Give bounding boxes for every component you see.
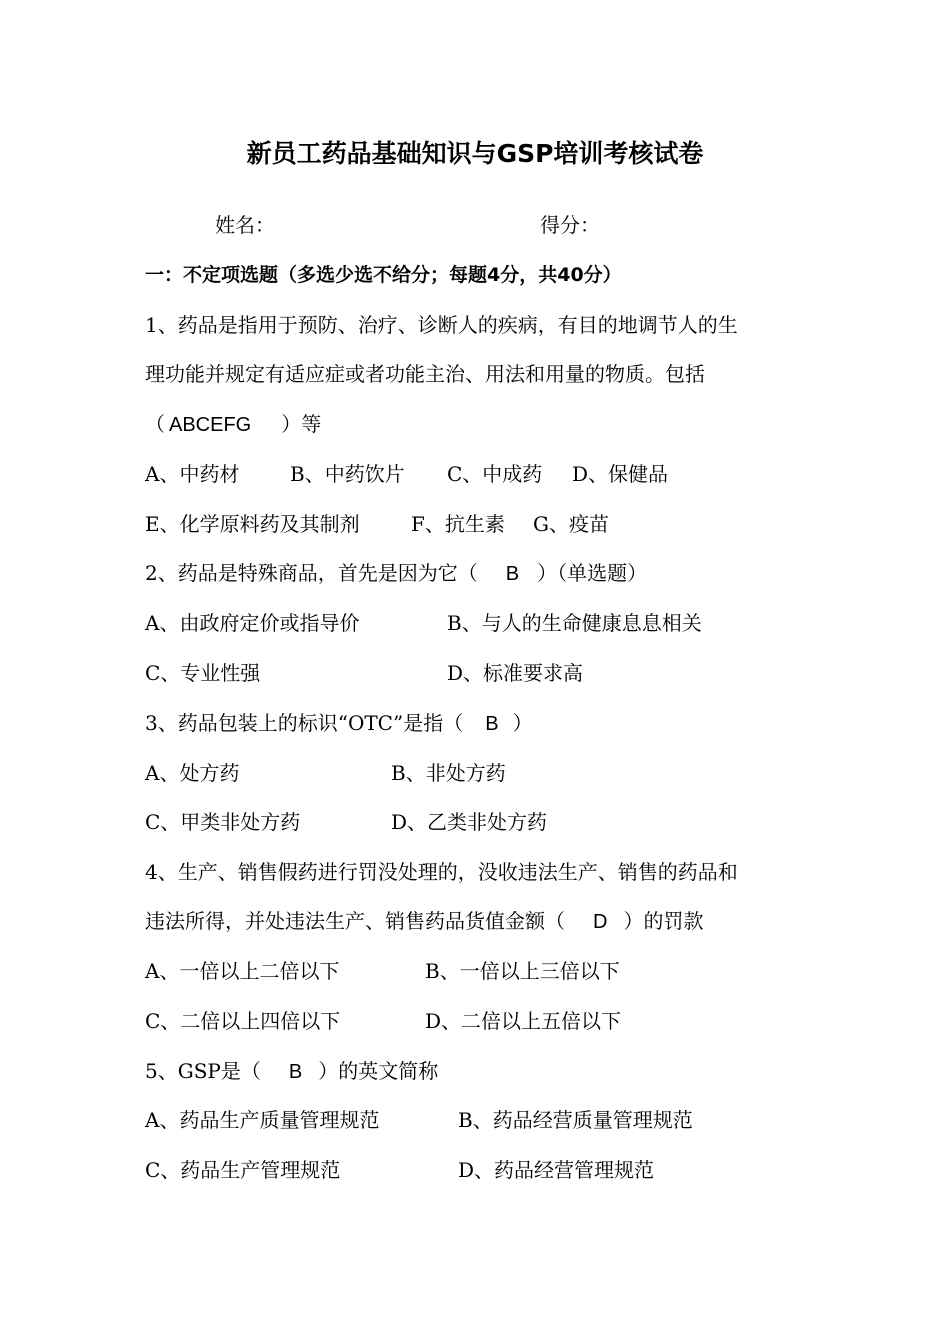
- q1-close: ）等: [281, 412, 322, 436]
- q1-text-line1: 1、药品是指用于预防、治疗、诊断人的疾病，有目的地调节人的生: [145, 313, 738, 337]
- q2-option-c: C、专业性强: [145, 661, 261, 685]
- name-label: 姓名：: [215, 213, 275, 237]
- q2-option-a: A、由政府定价或指导价: [145, 611, 360, 635]
- q5-answer: B: [288, 1061, 303, 1083]
- q3-option-d: D、乙类非处方药: [391, 810, 548, 834]
- q1-option-g: G、疫苗: [533, 512, 609, 536]
- q4-close: ）的罚款: [623, 909, 704, 933]
- q1-option-a: A、中药材: [145, 462, 240, 486]
- section-heading: 一：不定项选题（多选少选不给分；每题4分，共40分）: [145, 264, 622, 286]
- q5-option-a: A、药品生产质量管理规范: [145, 1108, 380, 1132]
- q4-text-line1: 4、生产、销售假药进行罚没处理的，没收违法生产、销售的药品和: [145, 860, 738, 884]
- q3-option-a: A、处方药: [145, 761, 240, 785]
- q4-option-a: A、一倍以上二倍以下: [145, 959, 340, 983]
- q1-option-d: D、保健品: [572, 462, 669, 486]
- q3-stem: 3、药品包装上的标识“OTC”是指（: [145, 711, 464, 735]
- q3-option-c: C、甲类非处方药: [145, 810, 301, 834]
- q2-text: [145, 560, 647, 587]
- q4-stem: 违法所得，并处违法生产、销售药品货值金额（: [145, 909, 565, 933]
- q5-text: [145, 1058, 438, 1085]
- q5-option-c: C、药品生产管理规范: [145, 1158, 341, 1182]
- q4-option-b: B、一倍以上三倍以下: [425, 959, 620, 983]
- q5-stem: 5、GSP是（: [145, 1059, 261, 1083]
- q3-answer: B: [485, 713, 499, 735]
- q3-text: [145, 710, 533, 737]
- q2-close: ）（单选题）: [537, 561, 648, 585]
- q1-option-c: C、中成药: [447, 462, 543, 486]
- q2-option-b: B、与人的生命健康息息相关: [447, 611, 702, 635]
- q5-option-b: B、药品经营质量管理规范: [458, 1108, 693, 1132]
- q3-close: ）: [512, 711, 533, 735]
- q4-option-c: C、二倍以上四倍以下: [145, 1009, 341, 1033]
- q3-option-b: B、非处方药: [391, 761, 506, 785]
- q1-text-line3: [145, 411, 321, 438]
- q1-text-line2: 理功能并规定有适应症或者功能主治、用法和用量的物质。包括: [145, 362, 705, 386]
- q1-option-e: E、化学原料药及其制剂: [145, 512, 360, 536]
- q1-answer: ABCEFG: [169, 414, 252, 436]
- q4-text-line2: [145, 908, 703, 935]
- q4-answer: D: [593, 911, 608, 933]
- q2-option-d: D、标准要求高: [447, 661, 584, 685]
- score-label: 得分：: [540, 213, 600, 237]
- q1-open-paren: （: [145, 412, 165, 436]
- q4-option-d: D、二倍以上五倍以下: [425, 1009, 622, 1033]
- exam-title: 新员工药品基础知识与GSP培训考核试卷: [246, 139, 704, 168]
- q2-stem: 2、药品是特殊商品，首先是因为它（: [145, 561, 478, 585]
- q1-option-b: B、中药饮片: [290, 462, 405, 486]
- q2-answer: B: [505, 563, 520, 585]
- q1-option-f: F、抗生素: [411, 512, 505, 536]
- q5-option-d: D、药品经营管理规范: [458, 1158, 655, 1182]
- q5-close: ）的英文简称: [318, 1059, 439, 1083]
